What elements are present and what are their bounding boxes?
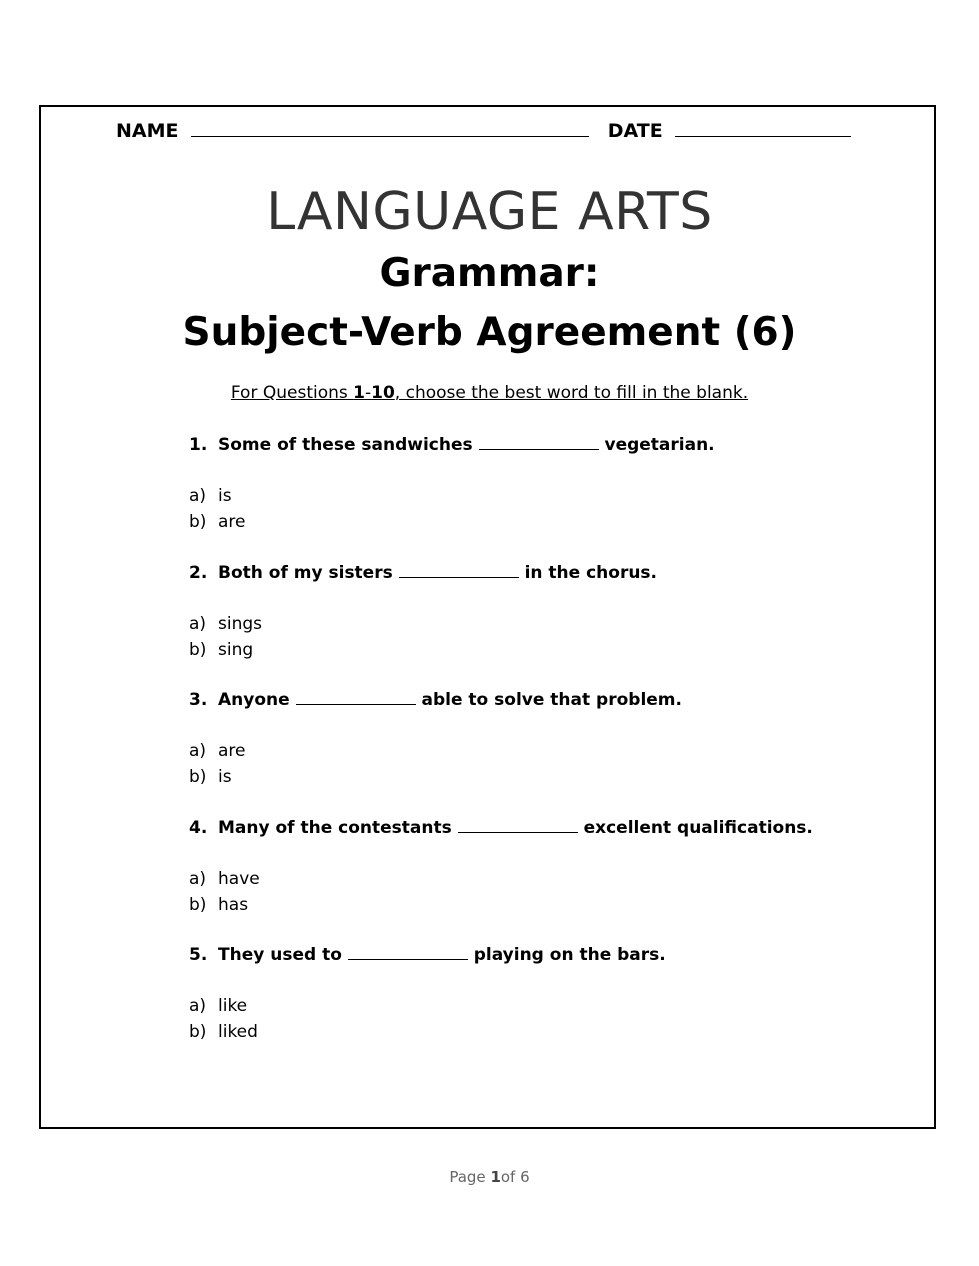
date-label: DATE bbox=[607, 120, 663, 142]
date-line[interactable] bbox=[675, 118, 851, 137]
instructions bbox=[0, 381, 979, 405]
option-letter: b) bbox=[189, 1022, 207, 1042]
total-pages: 6 bbox=[520, 1168, 530, 1186]
option-5a[interactable] bbox=[189, 994, 247, 1018]
name-line[interactable] bbox=[191, 118, 589, 137]
instructions-prefix: For Questions bbox=[230, 383, 354, 403]
option-letter: a) bbox=[189, 741, 207, 761]
question-number: 3. bbox=[189, 690, 208, 710]
option-5b[interactable] bbox=[189, 1020, 258, 1044]
option-letter: a) bbox=[189, 996, 207, 1016]
option-text: have bbox=[218, 869, 260, 889]
option-4b[interactable] bbox=[189, 893, 248, 917]
option-text: are bbox=[218, 512, 246, 532]
option-text: sings bbox=[218, 614, 263, 634]
option-letter: a) bbox=[189, 614, 207, 634]
answer-blank[interactable] bbox=[479, 433, 599, 450]
subtitle-grammar: Grammar: bbox=[379, 251, 600, 296]
option-2b[interactable] bbox=[189, 638, 253, 662]
question-text-before: Some of these sandwiches bbox=[218, 435, 473, 455]
option-text: liked bbox=[218, 1022, 258, 1042]
option-text: like bbox=[218, 996, 248, 1016]
question-text-after: vegetarian. bbox=[604, 435, 715, 455]
name-label: NAME bbox=[116, 120, 179, 142]
name-date-row bbox=[116, 118, 851, 144]
option-text: are bbox=[218, 741, 246, 761]
option-letter: b) bbox=[189, 640, 207, 660]
question-number: 5. bbox=[189, 945, 208, 965]
answer-blank[interactable] bbox=[348, 943, 468, 960]
question-number: 2. bbox=[189, 563, 208, 583]
instructions-dash: - bbox=[364, 383, 372, 403]
of-word: of bbox=[500, 1168, 516, 1186]
page-number: 1 bbox=[490, 1168, 501, 1186]
question-text-after: excellent qualifications. bbox=[583, 818, 813, 838]
question-text-after: in the chorus. bbox=[524, 563, 658, 583]
option-2a[interactable] bbox=[189, 612, 262, 636]
option-letter: b) bbox=[189, 895, 207, 915]
question-2 bbox=[189, 561, 657, 585]
option-text: is bbox=[218, 486, 232, 506]
subtitle-topic: Subject-Verb Agreement (6) bbox=[182, 310, 797, 355]
question-3 bbox=[189, 688, 682, 712]
question-text-before: Many of the contestants bbox=[218, 818, 452, 838]
instructions-suffix: , choose the best word to fill in the blank. bbox=[394, 383, 749, 403]
question-5 bbox=[189, 943, 666, 967]
instructions-to: 10 bbox=[371, 383, 395, 403]
option-text: sing bbox=[218, 640, 254, 660]
question-number: 4. bbox=[189, 818, 208, 838]
question-number: 1. bbox=[189, 435, 208, 455]
question-text-after: able to solve that problem. bbox=[421, 690, 682, 710]
option-letter: a) bbox=[189, 869, 207, 889]
question-text-before: Both of my sisters bbox=[218, 563, 393, 583]
option-letter: b) bbox=[189, 767, 207, 787]
page-footer bbox=[0, 1166, 979, 1188]
question-text-after: playing on the bars. bbox=[473, 945, 666, 965]
answer-blank[interactable] bbox=[458, 816, 578, 833]
option-1a[interactable] bbox=[189, 484, 232, 508]
option-letter: b) bbox=[189, 512, 207, 532]
option-4a[interactable] bbox=[189, 867, 260, 891]
question-text-before: Anyone bbox=[218, 690, 290, 710]
instructions-from: 1 bbox=[353, 383, 365, 403]
page-word: Page bbox=[449, 1168, 486, 1186]
question-1 bbox=[189, 433, 715, 457]
answer-blank[interactable] bbox=[399, 561, 519, 578]
question-text-before: They used to bbox=[218, 945, 342, 965]
option-3b[interactable] bbox=[189, 765, 232, 789]
answer-blank[interactable] bbox=[296, 688, 416, 705]
option-3a[interactable] bbox=[189, 739, 246, 763]
option-text: is bbox=[218, 767, 232, 787]
question-4 bbox=[189, 816, 813, 840]
option-1b[interactable] bbox=[189, 510, 246, 534]
page-title: LANGUAGE ARTS bbox=[266, 182, 713, 242]
option-text: has bbox=[218, 895, 249, 915]
option-letter: a) bbox=[189, 486, 207, 506]
